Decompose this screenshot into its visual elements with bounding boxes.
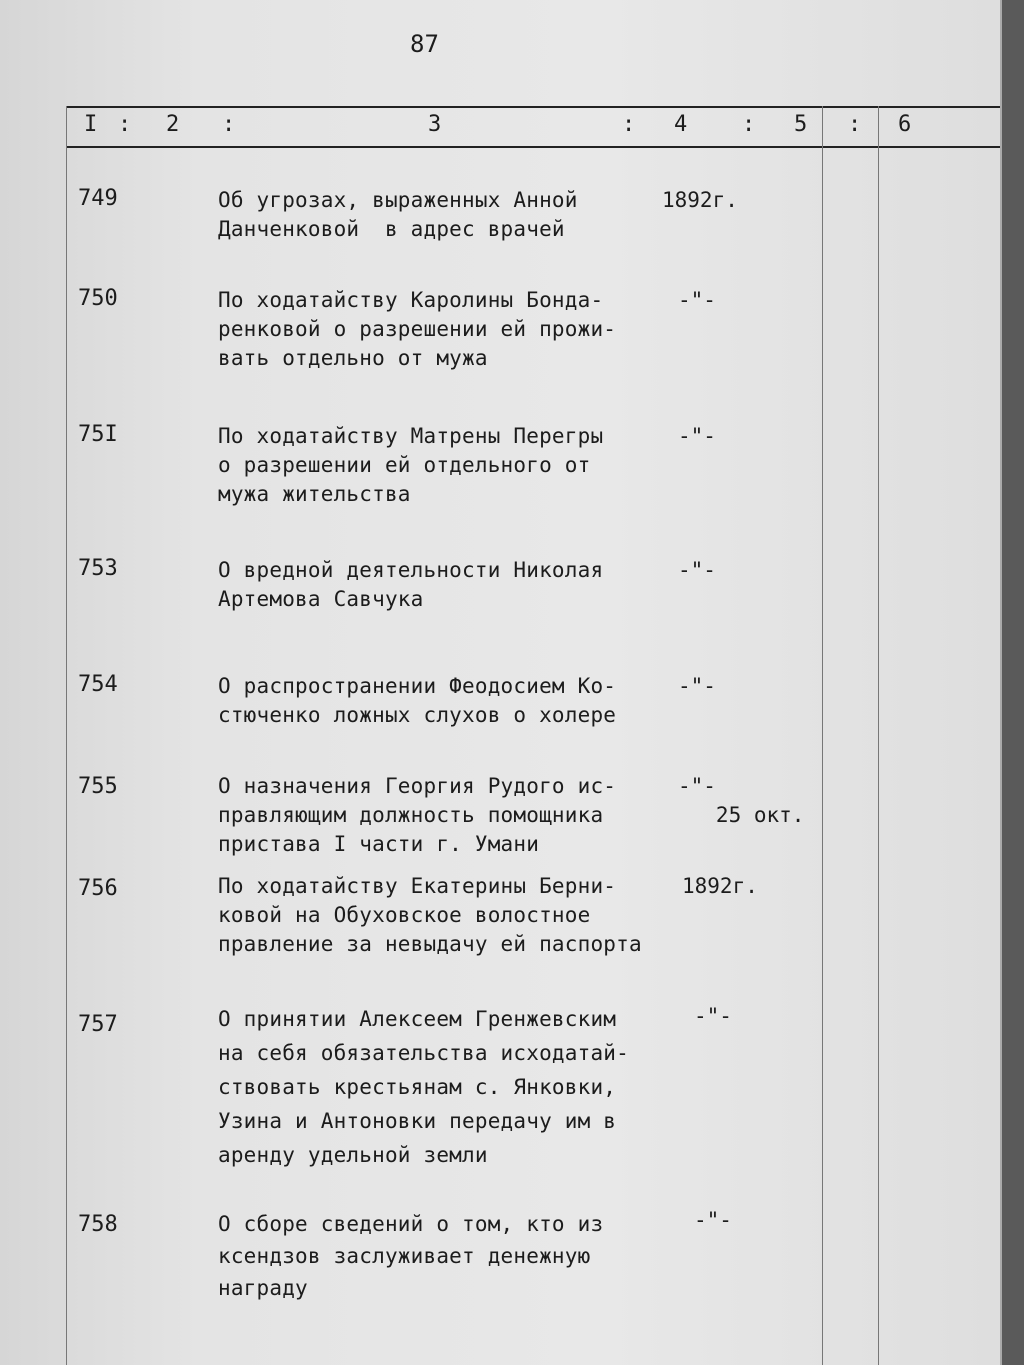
entry-date: -"- — [678, 674, 716, 698]
header-col-3: 3 — [428, 112, 442, 137]
entry-date: -"- — [678, 288, 716, 312]
header-sep: : — [742, 112, 756, 137]
header-col-4: 4 — [674, 112, 688, 137]
header-col-6: 6 — [898, 112, 912, 137]
entry-description: По ходатайству Матрены Перегры о разрешении ей отдельного от мужа жительства — [218, 424, 604, 506]
entry-description: О сборе сведений о том, кто из ксендзов заслуживает денежную награду — [218, 1212, 604, 1300]
entry-number: 757 — [78, 1012, 118, 1037]
entry-number: 749 — [78, 186, 118, 211]
column-divider — [66, 106, 67, 1365]
header-col-5: 5 — [794, 112, 808, 137]
entry-description: О принятии Алексеем Гренжевским на себя обязательства исходатай- ствовать крестьянам с. Янковки, Узина и Антоновки передачу им в аренду удельной земли — [218, 1007, 629, 1167]
entry-description: О распространении Феодосием Ко- стюченко ложных слухов о холере — [218, 674, 617, 727]
header-bottom-rule — [66, 146, 1000, 148]
entry-date: 1892г. — [682, 874, 758, 898]
entry-number: 754 — [78, 672, 118, 697]
entry-number: 758 — [78, 1212, 118, 1237]
entry-number: 755 — [78, 774, 118, 799]
entry-description: О вредной деятельности Николая Артемова Савчука — [218, 558, 604, 611]
entry-description: Об угрозах, выраженных Анной Данченковой в адрес врачей — [218, 188, 578, 241]
entry-number: 756 — [78, 876, 118, 901]
entry-date: -"- — [694, 1208, 732, 1232]
header-sep: : — [848, 112, 862, 137]
entry-date: -"- — [678, 424, 716, 448]
entry-description: По ходатайству Каролины Бонда- ренковой о разрешении ей прожи- вать отдельно от мужа — [218, 288, 617, 370]
header-sep: : — [622, 112, 636, 137]
entry-description: О назначения Георгия Рудого ис- правляющим должность помощника пристава I части г. Умани — [218, 774, 617, 856]
header-col-2: 2 — [166, 112, 180, 137]
column-divider — [822, 106, 823, 1365]
entry-number: 753 — [78, 556, 118, 581]
header-col-1: I — [84, 112, 98, 137]
entry-date: -"- — [694, 1004, 732, 1028]
entry-number: 750 — [78, 286, 118, 311]
entry-date: 1892г. — [662, 188, 738, 212]
entry-date: -"- 25 окт. — [678, 774, 805, 827]
entry-description: По ходатайству Екатерины Берни- ковой на Обуховское волостное правление за невыдачу ей паспорта — [218, 874, 642, 956]
header-top-rule — [66, 106, 1000, 108]
entry-number: 75I — [78, 422, 118, 447]
header-sep: : — [222, 112, 236, 137]
page-number: 87 — [410, 30, 439, 58]
header-sep: : — [118, 112, 132, 137]
column-divider — [878, 106, 879, 1365]
entry-date: -"- — [678, 558, 716, 582]
